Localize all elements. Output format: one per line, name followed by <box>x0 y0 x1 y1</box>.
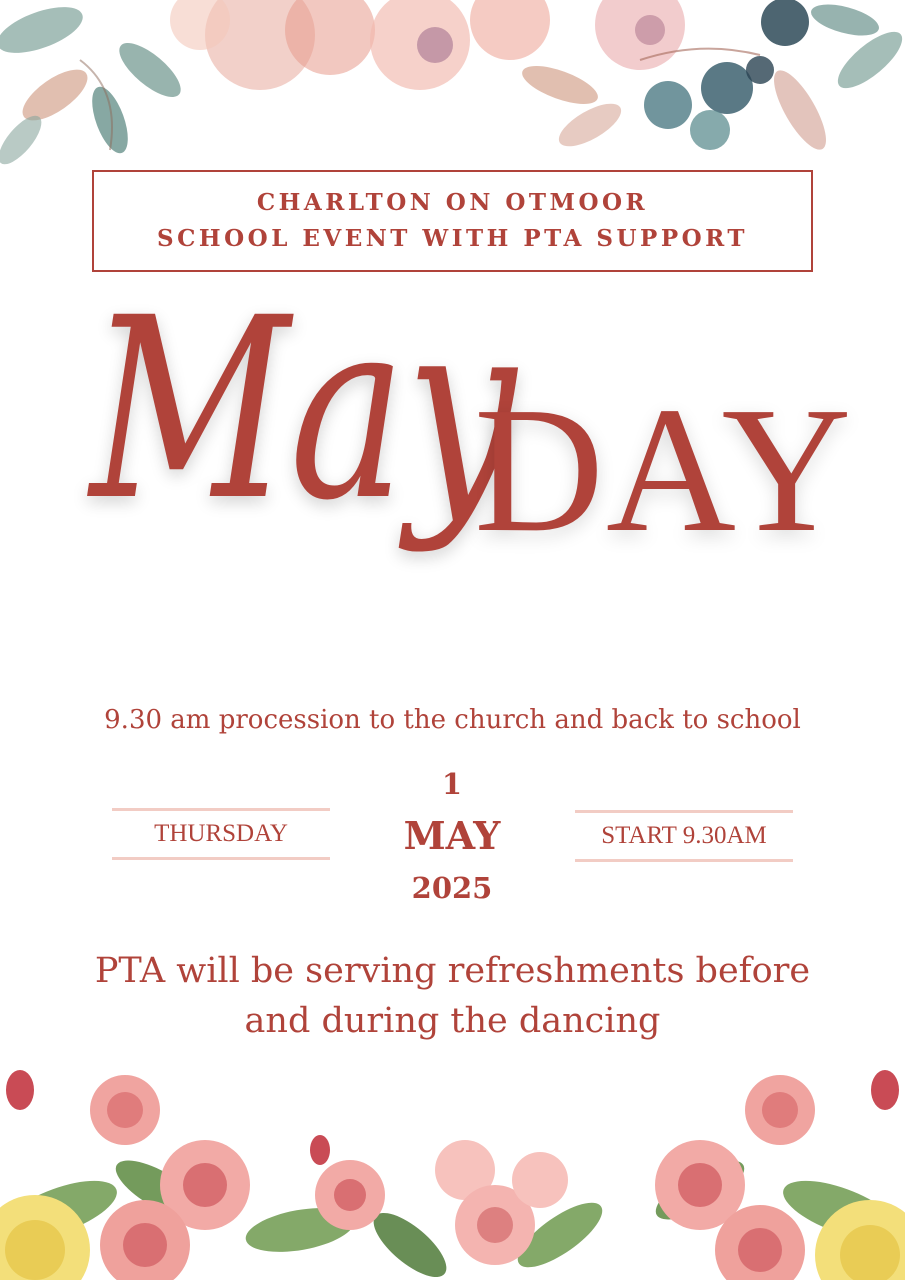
date-year: 2025 <box>411 871 493 905</box>
weekday-label: THURSDAY <box>154 820 288 847</box>
title-script-word: May <box>90 264 517 555</box>
start-time-label: START 9.30AM <box>601 822 767 849</box>
title-caps-word: DAY <box>474 370 854 569</box>
date-block <box>352 765 552 907</box>
start-time-block <box>575 810 793 862</box>
school-name: CHARLTON ON OTMOOR <box>256 189 649 216</box>
procession-info: 9.30 am procession to the church and back to school <box>104 705 801 735</box>
refreshments-note <box>0 946 905 1046</box>
event-title <box>90 264 854 695</box>
date-day: 1 <box>441 767 463 801</box>
refreshments-line-2: and during the dancing <box>244 1001 661 1041</box>
date-month: MAY <box>403 813 501 858</box>
bottom-floral-decoration <box>0 1060 905 1280</box>
event-subtitle: SCHOOL EVENT WITH PTA SUPPORT <box>156 225 748 252</box>
event-header-box <box>92 170 813 272</box>
weekday-block <box>112 808 330 860</box>
refreshments-line-1: PTA will be serving refreshments before <box>94 951 811 991</box>
top-floral-decoration <box>0 0 905 175</box>
